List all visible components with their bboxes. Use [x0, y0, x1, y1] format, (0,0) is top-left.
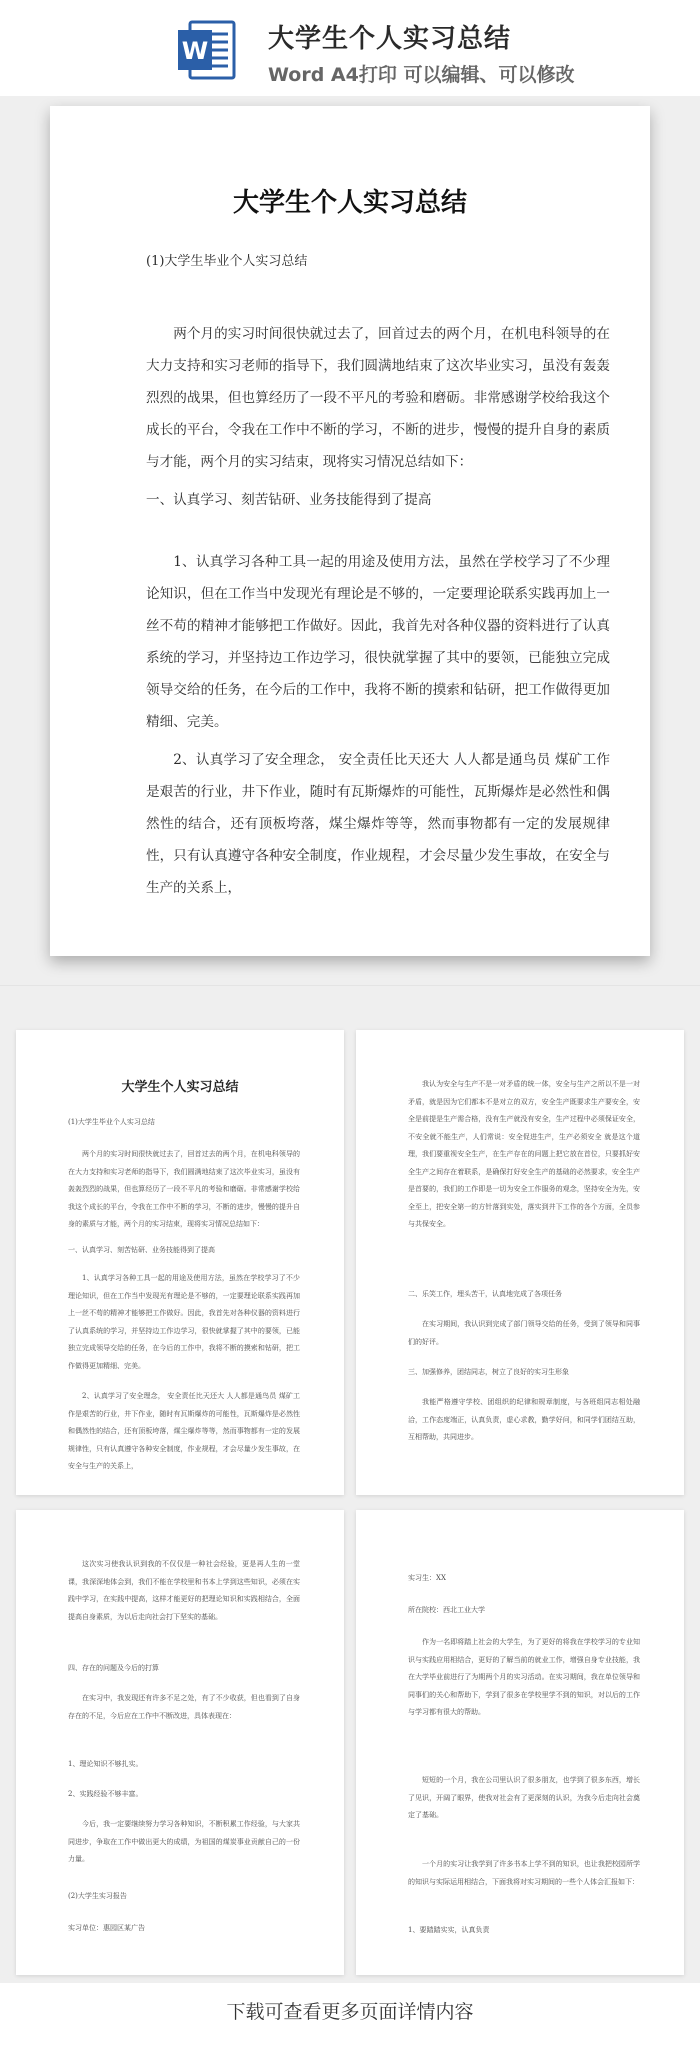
main-page-preview[interactable]	[50, 106, 650, 956]
page-thumbnail-4[interactable]	[356, 1510, 684, 1975]
page-thumbnail-1[interactable]	[16, 1030, 344, 1495]
footer-bar	[0, 1983, 700, 2046]
thumb-paragraph: 在实习期间，我认识到完成了部门领导交给的任务，受到了领导和同事们的好评。	[408, 1320, 640, 1346]
thumb-paragraph: 在实习中，我发现还有许多不足之处，有了不少收获，但也看到了自身存在的不足，今后应在工作中不断改进，具体表现在：	[68, 1694, 300, 1720]
thumb-paragraph: 今后，我一定要继续努力学习各种知识，不断积累工作经验，与大家共同进步，争取在工作中做出更大的成绩，为祖国的煤炭事业贡献自己的一份力量。	[68, 1820, 300, 1863]
thumb-line: 所在院校：西北工业大学	[408, 1606, 485, 1614]
thumb-paragraph: 两个月的实习时间很快就过去了，回首过去的两个月，在机电科领导的在大力支持和实习老师的指导下，我们圆满地结束了这次毕业实习，虽没有轰轰烈烈的战果，但也算经历了一段不平凡的考验和磨砺。非常感谢学校给我这个成长的平台，令我在工作中不断的学习，不断的进步，慢慢的提升自身的素质与才能，两个月的实习结束，现将实习情况总结如下：	[68, 1150, 300, 1228]
thumb-line: 1、理论知识不够扎实。	[68, 1760, 143, 1768]
thumb-paragraph: 短短的一个月，我在公司里认识了很多朋友，也学到了很多东西，增长了见识，开阔了眼界，使我对社会有了更深刻的认识，为我今后走向社会奠定了基础。	[408, 1776, 640, 1819]
svg-text:W: W	[181, 37, 209, 65]
paragraph: 2、认真学习了安全理念， 安全责任比天还大 人人都是通鸟员 煤矿工作是艰苦的行业，井下作业，随时有瓦斯爆炸的可能性，瓦斯爆炸是必然性和偶然性的结合，还有顶板垮落，煤尘爆炸等等，然而事物都有一定的发展规律性，只有认真遵守各种安全制度，作业规程，才会尽量少发生事故，在安全与生产的关系上，	[146, 752, 610, 896]
page-title: 大学生个人实习总结	[232, 188, 467, 218]
download-more-link[interactable]: 下载可查看更多页面详情内容	[226, 2001, 474, 2023]
thumb-line: 一、认真学习、刻苦钻研、业务技能得到了提高	[68, 1246, 215, 1254]
page-thumbnail-3[interactable]	[16, 1510, 344, 1975]
thumb-paragraph: 1、认真学习各种工具一起的用途及使用方法，虽然在学校学习了不少理论知识，但在工作当中发现光有理论是不够的，一定要理论联系实践再加上一丝不苟的精神才能够把工作做好。因此，我首先对各种仪器的资料进行了认真系统的学习，并坚持边工作边学习，很快就掌握了其中的要领，已能独立完成领导交给的任务，在今后的工作中，我将不断的摸索和钻研，把工作做得更加精细、完美。	[68, 1274, 300, 1370]
word-doc-icon	[176, 18, 238, 82]
thumb-line: 实习单位：惠园区某广告	[68, 1924, 145, 1932]
paragraph: 两个月的实习时间很快就过去了，回首过去的两个月，在机电科领导的在大力支持和实习老师的指导下，我们圆满地结束了这次毕业实习，虽没有轰轰烈烈的战果，但也算经历了一段不平凡的考验和磨砺。非常感谢学校给我这个成长的平台，令我在工作中不断的学习，不断的进步，慢慢的提升自身的素质与才能，两个月的实习结束，现将实习情况总结如下：	[146, 326, 610, 470]
thumb-line: (1)大学生毕业个人实习总结	[68, 1118, 155, 1126]
thumb-paragraph: 2、认真学习了安全理念， 安全责任比天还大 人人都是通鸟员 煤矿工作是艰苦的行业，井下作业，随时有瓦斯爆炸的可能性，瓦斯爆炸是必然性和偶然性的结合，还有顶板垮落，煤尘爆炸等等，然而事物都有一定的发展规律性，只有认真遵守各种安全制度，作业规程，才会尽量少发生事故，在安全与生产的关系上，	[68, 1392, 300, 1470]
paragraph: 1、认真学习各种工具一起的用途及使用方法，虽然在学校学习了不少理论知识，但在工作当中发现光有理论是不够的，一定要理论联系实践再加上一丝不苟的精神才能够把工作做好。因此，我首先对各种仪器的资料进行了认真系统的学习，并坚持边工作边学习，很快就掌握了其中的要领，已能独立完成领导交给的任务，在今后的工作中，我将不断的摸索和钻研，把工作做得更加精细、完美。	[146, 554, 610, 730]
thumb-line: (2)大学生实习报告	[68, 1892, 127, 1900]
header-subtitle: Word A4打印 可以编辑、可以修改	[268, 64, 575, 86]
section-heading: 一、认真学习、刻苦钻研、业务技能得到了提高	[146, 492, 432, 508]
header-title: 大学生个人实习总结	[268, 24, 512, 54]
thumb-line: 二、乐笑工作，埋头苦干，认真地完成了各项任务	[408, 1290, 562, 1298]
thumb-paragraph: 我认为安全与生产不是一对矛盾的统一体，安全与生产之所以不是一对矛盾，就是因为它们都本不是对立的双方，安全生产既要求生产要安全，安全是前提是生产需合格，没有生产就没有安全，生产过程中必须保证安全，不安全就不能生产，人们常说：安全促进生产，生产必须安全 就是这个道理，我们要重视安全生产，在生产存在的问题上把它放在首位，只要抓好安全生产之间存在着联系，是确保打好安全生产的基础的必然要求，安全生产是首要的，我们的工作即是一切为安全工作服务的观念，坚持安全为先，安全至上，把安全第一的方针落到实处，落实到井下工作的各个方面，全员参与共保安全。	[408, 1080, 640, 1228]
thumb-paragraph: 作为一名即将踏上社会的大学生，为了更好的将我在学校学习的专业知识与实践应用相结合，更好的了解当前的就业工作，增强自身专业技能，我在大学毕业前进行了为期两个月的实习活动。在实习期间，我在单位领导和同事们的关心和帮助下，学到了很多在学校里学不到的知识，对以后的工作与学习都有很大的帮助。	[408, 1638, 640, 1716]
thumb-paragraph: 这次实习使我认识到我的不仅仅是一种社会经验，更是再人生的一堂课，我深深地体会到，我们不能在学校里和书本上学到这些知识，必须在实践中学习，在实践中提高，这样才能更好的把理论知识和实践相结合，全面提高自身素质，为以后走向社会打下坚实的基础。	[68, 1560, 300, 1621]
thumb-line: 1、要踏踏实实，认真负责	[408, 1926, 490, 1934]
thumb-line: 2、实践经验不够丰富。	[68, 1790, 143, 1798]
page-thumbnail-2[interactable]	[356, 1030, 684, 1495]
thumb-title: 大学生个人实习总结	[121, 1080, 239, 1095]
thumb-paragraph: 一个月的实习让我学到了许多书本上学不到的知识，也让我把校园所学的知识与实际运用相结合，下面我将对实习期间的一些个人体会汇报如下：	[408, 1860, 640, 1886]
thumb-line: 实习生：XX	[408, 1574, 446, 1582]
header-bar	[0, 0, 700, 96]
thumb-line: 四、存在的问题及今后的打算	[68, 1664, 159, 1672]
section-heading: (1)大学生毕业个人实习总结	[146, 254, 308, 269]
thumb-paragraph: 我能严格遵守学校、团组织的纪律和规章制度，与各班组同志相处融洽，工作态度端正，认真负责，虚心求教，勤学好问，和同学们团结互助，互相帮助，共同进步。	[408, 1398, 640, 1441]
thumb-line: 三、加强修养，团结同志，树立了良好的实习生形象	[408, 1368, 569, 1376]
divider	[0, 985, 700, 986]
